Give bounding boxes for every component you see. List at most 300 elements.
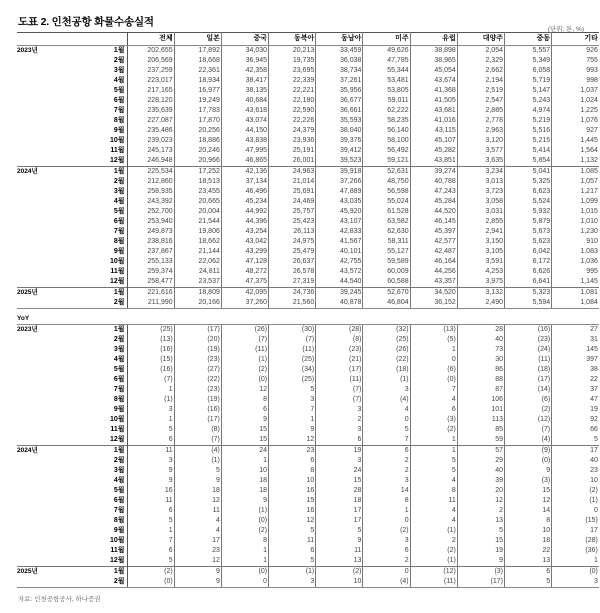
value-cell: 2,547	[457, 96, 504, 106]
yoy-section-label: YoY	[17, 313, 599, 325]
table-row	[17, 435, 599, 446]
value-cell: 3,105	[457, 247, 504, 257]
cargo-table	[17, 32, 599, 588]
value-cell: 36,945	[221, 56, 268, 66]
value-cell: (2)	[410, 546, 457, 556]
table-row	[17, 197, 599, 207]
value-cell: 23,936	[269, 136, 316, 146]
month-label: 10월	[65, 536, 127, 546]
table-row	[17, 577, 599, 588]
value-cell: (8)	[316, 335, 363, 345]
value-cell: 6	[363, 446, 410, 457]
month-label: 5월	[65, 486, 127, 496]
value-cell: 11	[316, 546, 363, 556]
value-cell: 237,259	[127, 66, 174, 76]
year-label	[17, 466, 65, 476]
month-label: 9월	[65, 247, 127, 257]
value-cell: 3	[363, 536, 410, 546]
value-cell: 10	[505, 526, 552, 536]
month-label: 9월	[65, 405, 127, 415]
table-row	[17, 146, 599, 156]
value-cell: 5,623	[505, 237, 552, 247]
value-cell: (0)	[221, 375, 268, 385]
value-cell: 42,095	[221, 288, 268, 299]
value-cell: (0)	[505, 456, 552, 466]
year-label	[17, 335, 65, 345]
value-cell: 24,736	[269, 288, 316, 299]
table-row	[17, 506, 599, 516]
value-cell: 38,965	[410, 56, 457, 66]
value-cell: 43,618	[221, 106, 268, 116]
value-cell: 5	[127, 516, 174, 526]
value-cell: (16)	[174, 405, 221, 415]
year-label: 2024년	[17, 167, 65, 178]
table-row	[17, 267, 599, 277]
value-cell: 59,011	[363, 96, 410, 106]
value-cell: 43,681	[410, 106, 457, 116]
year-label	[17, 556, 65, 567]
value-cell: (0)	[221, 567, 268, 578]
table-row	[17, 345, 599, 355]
value-cell: 258,935	[127, 187, 174, 197]
value-cell: 5	[410, 456, 457, 466]
value-cell: 40	[457, 466, 504, 476]
value-cell: 3	[127, 405, 174, 415]
value-cell: 228,120	[127, 96, 174, 106]
value-cell: 2,519	[457, 86, 504, 96]
table-row	[17, 496, 599, 506]
value-cell: 24,963	[269, 167, 316, 178]
month-label: 5월	[65, 207, 127, 217]
value-cell: 2,778	[457, 116, 504, 126]
value-cell: (27)	[174, 365, 221, 375]
year-label	[17, 247, 65, 257]
month-label: 4월	[65, 197, 127, 207]
value-cell: 4	[174, 526, 221, 536]
value-cell: 11	[174, 506, 221, 516]
value-cell: 5,414	[505, 146, 552, 156]
unit-label: (단위: 톤, %)	[547, 26, 584, 33]
value-cell: (4)	[363, 577, 410, 588]
value-cell: 6	[316, 435, 363, 446]
value-cell: 63,582	[363, 217, 410, 227]
value-cell: 35,593	[316, 116, 363, 126]
table-row	[17, 476, 599, 486]
value-cell: 43,115	[410, 126, 457, 136]
value-cell: (26)	[221, 325, 268, 336]
year-label: 2023년	[17, 326, 38, 333]
value-cell: 47,243	[410, 187, 457, 197]
value-cell: (4)	[174, 446, 221, 457]
value-cell: 12	[505, 496, 552, 506]
value-cell: 5	[457, 526, 504, 536]
month-label: 1월	[65, 325, 127, 336]
value-cell: 18,886	[174, 136, 221, 146]
value-cell: 2,855	[457, 217, 504, 227]
year-label	[17, 526, 65, 536]
value-cell: 10	[269, 476, 316, 486]
value-cell: 40,878	[316, 298, 363, 309]
value-cell: 101	[457, 405, 504, 415]
value-cell: 18,809	[174, 288, 221, 299]
value-cell: 9	[505, 466, 552, 476]
value-cell: 46,164	[410, 257, 457, 267]
table-row	[17, 237, 599, 247]
value-cell: 145	[586, 346, 598, 353]
table-row	[17, 277, 599, 288]
header-northeast-asia: 동북아	[269, 33, 316, 46]
value-cell: 5,594	[505, 298, 552, 309]
value-cell: 2	[457, 506, 504, 516]
value-cell: 25,757	[269, 207, 316, 217]
value-cell: (34)	[269, 365, 316, 375]
value-cell: 2,194	[457, 76, 504, 86]
value-cell: 223,017	[127, 76, 174, 86]
value-cell: 15	[505, 486, 552, 496]
value-cell: 22,226	[269, 116, 316, 126]
value-cell: 5,673	[505, 227, 552, 237]
value-cell: 19,249	[174, 96, 221, 106]
value-cell: 9	[174, 577, 221, 588]
value-cell: 11	[269, 536, 316, 546]
value-cell: 55,127	[363, 247, 410, 257]
value-cell: 0	[410, 355, 457, 365]
value-cell: 6	[269, 456, 316, 466]
value-cell: (28)	[585, 537, 598, 544]
value-cell: (16)	[127, 345, 174, 355]
month-label: 7월	[65, 227, 127, 237]
year-label	[17, 405, 65, 415]
value-cell: (1)	[127, 395, 174, 405]
header-china: 중국	[221, 33, 268, 46]
value-cell: 37	[590, 386, 598, 393]
value-cell: 39,274	[410, 167, 457, 178]
value-cell: 1,230	[580, 228, 598, 235]
value-cell: 12	[269, 516, 316, 526]
value-cell: (13)	[127, 335, 174, 345]
value-cell: (2)	[505, 405, 552, 415]
value-cell: (3)	[505, 476, 552, 486]
value-cell: 3	[316, 456, 363, 466]
table-row	[17, 355, 599, 365]
value-cell: (7)	[127, 375, 174, 385]
value-cell: 46,496	[221, 187, 268, 197]
value-cell: 18	[505, 536, 552, 546]
value-cell: 1,015	[580, 208, 598, 215]
value-cell: (2)	[589, 487, 598, 494]
value-cell: 9	[174, 567, 221, 578]
year-label	[17, 456, 65, 466]
header-americas: 미주	[363, 33, 410, 46]
year-label	[17, 277, 65, 288]
table-row	[17, 365, 599, 375]
value-cell: 36,038	[316, 56, 363, 66]
value-cell: 24,975	[269, 237, 316, 247]
value-cell: 26,578	[269, 267, 316, 277]
value-cell: 3,132	[457, 288, 504, 299]
value-cell: 0	[221, 577, 268, 588]
value-cell: 5,147	[505, 86, 552, 96]
month-label: 1월	[65, 446, 127, 457]
value-cell: 3	[316, 425, 363, 435]
value-cell: 10	[590, 477, 598, 484]
value-cell: (1)	[174, 456, 221, 466]
table-row	[17, 385, 599, 395]
value-cell: 39,918	[316, 167, 363, 178]
month-label: 2월	[65, 335, 127, 345]
value-cell: (4)	[363, 395, 410, 405]
value-cell: 221,616	[127, 288, 174, 299]
value-cell: (0)	[221, 516, 268, 526]
value-cell: 1	[221, 556, 268, 567]
month-label: 5월	[65, 365, 127, 375]
value-cell: (22)	[174, 375, 221, 385]
value-cell: 8	[505, 516, 552, 526]
value-cell: 25,691	[269, 187, 316, 197]
table-row	[17, 136, 599, 146]
table-title: 도표 2. 인천공항 화물수송실적	[18, 16, 154, 28]
month-label: 3월	[65, 187, 127, 197]
value-cell: 31	[590, 336, 598, 343]
value-cell: 5,219	[505, 116, 552, 126]
value-cell: 43,838	[221, 136, 268, 146]
header-total: 전체	[127, 33, 174, 46]
value-cell: 44,150	[221, 126, 268, 136]
header-japan: 일본	[174, 33, 221, 46]
value-cell: 1,217	[580, 188, 598, 195]
value-cell: 5	[410, 466, 457, 476]
value-cell: 60,588	[363, 277, 410, 288]
value-cell: 30	[457, 355, 504, 365]
value-cell: 22,590	[269, 106, 316, 116]
value-cell: 7	[363, 435, 410, 446]
value-cell: 44,396	[221, 217, 268, 227]
value-cell: 47,995	[221, 146, 268, 156]
value-cell: (9)	[505, 446, 552, 457]
table-row	[17, 156, 599, 167]
value-cell: 1,564	[580, 147, 598, 154]
value-cell: 43,572	[316, 267, 363, 277]
value-cell: 43,074	[221, 116, 268, 126]
year-label	[17, 435, 65, 446]
value-cell: 1,036	[580, 258, 598, 265]
year-label	[17, 425, 65, 435]
value-cell: 43,674	[410, 76, 457, 86]
value-cell: 1,076	[580, 117, 598, 124]
value-cell: (13)	[410, 325, 457, 336]
value-cell: 88	[457, 375, 504, 385]
year-label	[17, 355, 65, 365]
value-cell: (0)	[127, 577, 174, 588]
value-cell: 237,867	[127, 247, 174, 257]
value-cell: 5,854	[505, 156, 552, 167]
value-cell: 5	[363, 425, 410, 435]
value-cell: 2	[363, 456, 410, 466]
year-label	[17, 136, 65, 146]
value-cell: 37,261	[316, 76, 363, 86]
value-cell: 45,397	[410, 227, 457, 237]
value-cell: 910	[586, 238, 598, 245]
year-label	[17, 146, 65, 156]
value-cell: 47,128	[221, 257, 268, 267]
value-cell: (25)	[269, 375, 316, 385]
value-cell: 21,144	[174, 247, 221, 257]
value-cell: 53,481	[363, 76, 410, 86]
value-cell: 20	[457, 486, 504, 496]
value-cell: (14)	[505, 385, 552, 395]
table-row	[17, 536, 599, 546]
table-row	[17, 446, 599, 457]
month-label: 2월	[65, 456, 127, 466]
value-cell: (18)	[363, 365, 410, 375]
month-label: 11월	[65, 146, 127, 156]
value-cell: 9	[316, 536, 363, 546]
value-cell: 18,668	[174, 56, 221, 66]
value-cell: 6	[127, 506, 174, 516]
month-label: 2월	[65, 577, 127, 588]
value-cell: 43,851	[410, 156, 457, 167]
value-cell: 42,487	[410, 247, 457, 257]
value-cell: (7)	[221, 335, 268, 345]
value-cell: 2	[410, 536, 457, 546]
value-cell: (28)	[316, 325, 363, 336]
value-cell: (1)	[410, 526, 457, 536]
value-cell: 16	[269, 506, 316, 516]
table-row	[17, 46, 599, 57]
value-cell: 62,222	[363, 106, 410, 116]
value-cell: (1)	[221, 355, 268, 365]
value-cell: (18)	[505, 365, 552, 375]
month-label: 2월	[65, 298, 127, 309]
table-row	[17, 325, 599, 336]
value-cell: 12	[174, 556, 221, 567]
value-cell: (23)	[505, 335, 552, 345]
value-cell: 3,150	[457, 237, 504, 247]
value-cell: 13	[505, 556, 552, 567]
value-cell: 43,035	[316, 197, 363, 207]
year-label	[17, 375, 65, 385]
value-cell: 1	[127, 526, 174, 536]
header-middle-east: 중동	[505, 33, 552, 46]
value-cell: 43,357	[410, 277, 457, 288]
value-cell: (0)	[410, 375, 457, 385]
value-cell: 6	[127, 546, 174, 556]
value-cell: (11)	[269, 345, 316, 355]
value-cell: 1,081	[552, 288, 599, 299]
value-cell: (2)	[410, 425, 457, 435]
value-cell: 38,898	[410, 46, 457, 57]
value-cell: 4	[410, 506, 457, 516]
month-label: 10월	[65, 257, 127, 267]
value-cell: 13	[316, 556, 363, 567]
value-cell: 1,083	[580, 248, 598, 255]
value-cell: 1	[363, 506, 410, 516]
month-label: 6월	[65, 217, 127, 227]
value-cell: 6	[363, 546, 410, 556]
source-note: 자료: 인천공항공사, 하나증권	[18, 596, 101, 603]
value-cell: (5)	[410, 335, 457, 345]
value-cell: 85	[457, 425, 504, 435]
table-row	[17, 395, 599, 405]
value-cell: 52,631	[363, 167, 410, 178]
value-cell: 7	[410, 385, 457, 395]
value-cell: 12	[174, 496, 221, 506]
value-cell: 7	[269, 405, 316, 415]
value-cell: (2)	[316, 567, 363, 578]
value-cell: 45,054	[410, 66, 457, 76]
value-cell: 755	[586, 57, 598, 64]
value-cell: (2)	[363, 526, 410, 536]
value-cell: 46,865	[221, 156, 268, 167]
value-cell: 12	[457, 496, 504, 506]
table-row	[17, 425, 599, 435]
value-cell: 45,284	[410, 197, 457, 207]
value-cell: 15	[316, 476, 363, 486]
value-cell: 43,042	[221, 237, 268, 247]
value-cell: (23)	[174, 385, 221, 395]
value-cell: 43,254	[221, 227, 268, 237]
year-label	[17, 385, 65, 395]
value-cell: 28	[316, 486, 363, 496]
table-row	[17, 207, 599, 217]
value-cell: 1,024	[580, 97, 598, 104]
value-cell: 2,490	[457, 298, 504, 309]
value-cell: 9	[221, 496, 268, 506]
year-label	[17, 177, 65, 187]
value-cell: 3,234	[457, 167, 504, 178]
value-cell: 6,641	[505, 277, 552, 288]
value-cell: 45,107	[410, 136, 457, 146]
value-cell: 34,030	[221, 46, 268, 57]
value-cell: 46,145	[410, 217, 457, 227]
value-cell: 13	[457, 516, 504, 526]
table-row	[17, 556, 599, 567]
value-cell: 14	[505, 506, 552, 516]
value-cell: 5,879	[505, 217, 552, 227]
value-cell: (1)	[269, 567, 316, 578]
year-label	[17, 207, 65, 217]
value-cell: 62,630	[363, 227, 410, 237]
value-cell: 40,788	[410, 177, 457, 187]
value-cell: 2,941	[457, 227, 504, 237]
value-cell: 1,445	[580, 137, 598, 144]
value-cell: 16	[269, 486, 316, 496]
month-label: 12월	[65, 435, 127, 446]
value-cell: (6)	[410, 365, 457, 375]
value-cell: 4	[174, 516, 221, 526]
month-label: 8월	[65, 116, 127, 126]
value-cell: 17	[552, 446, 599, 457]
value-cell: (23)	[316, 345, 363, 355]
value-cell: 15	[269, 496, 316, 506]
value-cell: (1)	[363, 375, 410, 385]
month-label: 6월	[65, 375, 127, 385]
year-label	[17, 106, 65, 116]
value-cell: 44,520	[410, 207, 457, 217]
value-cell: 9	[269, 425, 316, 435]
value-cell: 15	[221, 435, 268, 446]
table-row	[17, 486, 599, 496]
value-cell: 14	[363, 486, 410, 496]
value-cell: 1,057	[580, 178, 598, 185]
value-cell: 397	[586, 356, 598, 363]
table-row	[17, 546, 599, 556]
header-blank-month	[65, 33, 127, 46]
value-cell: 9	[457, 556, 504, 567]
value-cell: 211,990	[127, 298, 174, 309]
value-cell: 22,361	[174, 66, 221, 76]
year-label: 2025년	[17, 567, 65, 578]
